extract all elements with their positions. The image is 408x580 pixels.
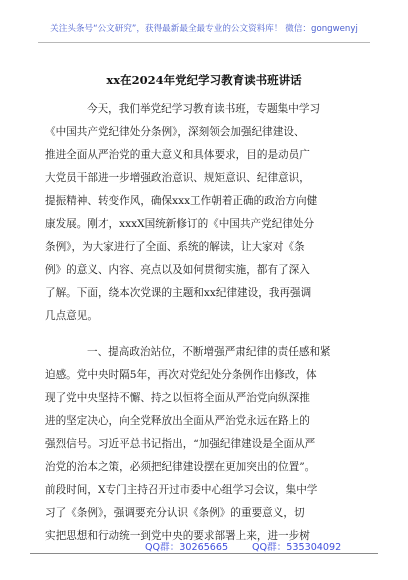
body-line: 前段时间，X专门主持召开过市委中心组学习会议，集中学 [45,484,318,496]
body-line: 大党员干部进一步增强政治意识、规矩意识、纪律意识， [45,172,310,184]
body-line: 强烈信号。习近平总书记指出，“加强纪律建设是全面从严 [45,438,316,450]
header-banner: 关注头条号“公文研究”，获得最新最全最专业的公文资料库！ 微信：gongwenyj [50,24,358,34]
header-divider [38,42,370,43]
footer-qq-group-2: QQ群：535304092 [252,542,342,553]
body-line: 条例》，为大家进行了全面、系统的解读，让大家对《条 [45,241,305,253]
body-line: 实把思想和行动统一到党中央的要求部署上来，进一步树 [45,530,310,542]
body-line: 一、提高政治站位，不断增强严肃纪律的责任感和紧 [87,346,331,358]
body-line: 提振精神、转变作风，确保xxx工作朝着正确的政治方向健 [45,195,318,207]
body-line: 习了《条例》，强调要充分认识《条例》的重要意义，切 [45,507,305,519]
body-line: 迫感。党中央时隔5年，再次对党纪处分条例作出修改，体 [45,369,317,381]
body-line: 几点意见。 [45,310,98,322]
body-line: 推进全面从严治党的重大意义和具体要求，目的是动员广 [45,149,310,161]
footer-qq-group-1: QQ群：30265665 [145,542,229,553]
body-line: 治党的治本之策，必须把纪律建设摆在更加突出的位置”。 [45,461,316,473]
document-title: xx在2024年党纪学习教育读书班讲话 [106,73,302,87]
footer-divider [30,553,378,554]
body-line: 《中国共产党纪律处分条例》，深刻领会加强纪律建设、 [45,126,305,138]
body-line: 了解。下面，绕本次党课的主题和xx纪律建设，我再强调 [45,287,312,299]
body-line: 康发展。刚才，xxxX国统新修订的《中国共产党纪律处分 [45,218,315,230]
body-line: 今天，我们举党纪学习教育读书班，专题集中学习 [87,103,321,115]
body-line: 进的坚定决心，向全党释放出全面从严治党永远在路上的 [45,415,310,427]
body-line: 例》的意义、内容、亮点以及如何贯彻实施，都有了深入 [45,264,310,276]
body-line: 现了党中央坚持不懈、持之以恒将全面从严治党向纵深推 [45,392,310,404]
